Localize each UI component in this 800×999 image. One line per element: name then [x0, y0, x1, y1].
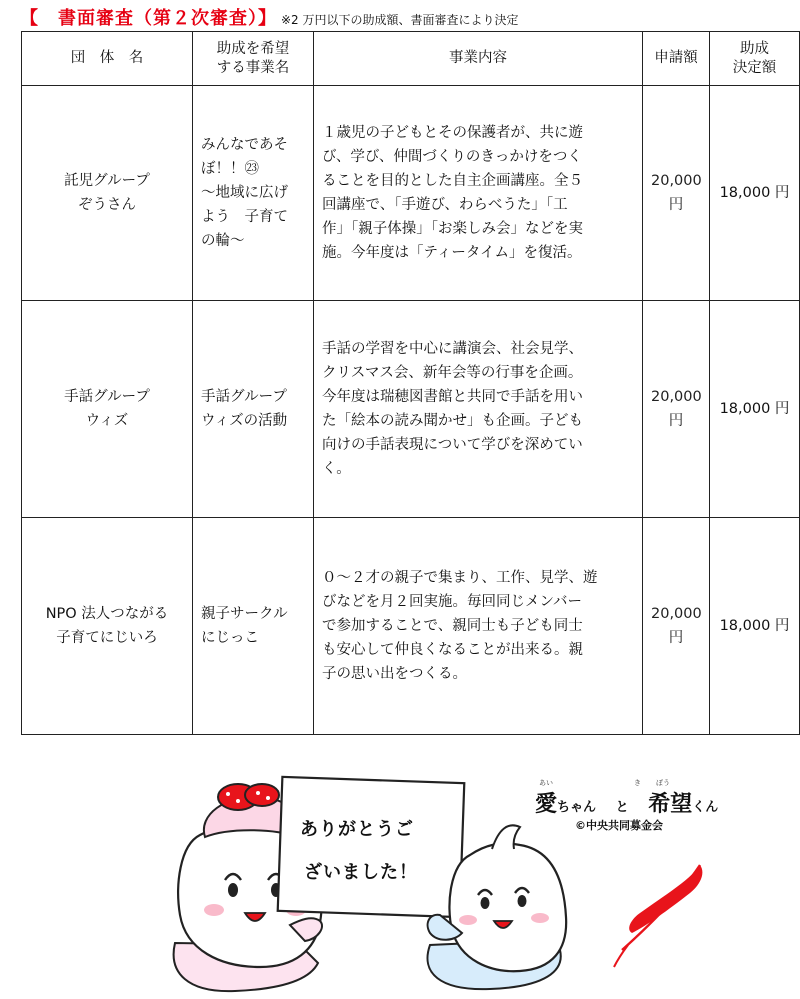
requested-unit: 円: [668, 413, 684, 429]
table-header-row: [22, 32, 800, 86]
header-requested: 申請額: [643, 32, 710, 86]
project-line: にじっこ: [201, 630, 259, 646]
content-line: び、学び、仲間づくりのきっかけをつく: [322, 149, 582, 165]
project-line: の輪～: [201, 233, 245, 249]
requested-cell: [643, 301, 710, 518]
thank-you-sign: [278, 777, 465, 917]
content-line: １歳児の子どもとその保護者が、共に遊: [322, 125, 583, 141]
content-line: で参加することで、親同士も子ども同士: [322, 618, 583, 634]
org-name-line: 手話グループ: [64, 389, 150, 405]
content-line: 作」「親子体操」「お楽しみ会」などを実: [322, 221, 583, 237]
content-line: 今年度は瑞穂図書館と共同で手話を用い: [322, 389, 583, 405]
header-decided: [710, 32, 800, 86]
header-org: 団 体 名: [22, 32, 193, 86]
org-name-line: ぞうさん: [78, 197, 136, 213]
org-cell: [22, 518, 193, 735]
content-line: 子の思い出をつくる。: [322, 666, 467, 682]
header-project-line1: 助成を希望: [216, 40, 290, 57]
requested-cell: [643, 518, 710, 735]
thank-you-illustration: [0, 745, 800, 999]
requested-cell: [643, 86, 710, 301]
decided-cell: 18,000 円: [710, 301, 800, 518]
content-line: 施。今年度は「ティータイム」を復活。: [322, 245, 582, 261]
logo-to: と: [615, 800, 629, 815]
requested-unit: 円: [668, 197, 684, 213]
project-line: ぼ！！㉓: [201, 161, 259, 177]
requested-amount: 20,000: [651, 606, 702, 622]
content-line: 回講座で、「手遊び、わらべうた」「工: [322, 197, 568, 213]
header-decided-line2: 決定額: [732, 59, 777, 76]
content-cell: [314, 518, 643, 735]
logo-ai: 愛: [535, 792, 558, 817]
mascot-logo: [535, 787, 718, 818]
org-cell: [22, 86, 193, 301]
section-heading: [20, 4, 519, 32]
section-title: 【 書面審査（第２次審査）】: [20, 8, 277, 29]
org-name-line: ウィズ: [85, 413, 129, 429]
content-line: クリスマス会、新年会等の行事を企画。: [322, 365, 583, 381]
red-feather-icon: [614, 865, 702, 967]
decided-cell: 18,000 円: [710, 518, 800, 735]
logo-kibou: 希望: [648, 792, 693, 817]
org-name-line: 子育てにじいろ: [56, 630, 158, 646]
header-project-line2: する事業名: [216, 59, 290, 76]
content-line: びなどを月２回実施。毎回同じメンバー: [322, 594, 582, 610]
table-row: [22, 518, 800, 735]
header-content: 事業内容: [314, 32, 643, 86]
project-line: 親子サークル: [201, 606, 288, 622]
logo-chan: ちゃん: [557, 800, 597, 815]
sign-text-line2: ざいました！: [304, 862, 418, 883]
ruby-ki: き: [634, 779, 641, 787]
section-note: ※2 万円以下の助成額、書面審査により決定: [281, 13, 519, 27]
table-row: [22, 301, 800, 518]
project-cell: [193, 301, 314, 518]
content-cell: [314, 86, 643, 301]
requested-amount: 20,000: [651, 389, 702, 405]
project-line: 手話グループ: [201, 389, 287, 405]
requested-unit: 円: [668, 630, 684, 646]
project-cell: [193, 86, 314, 301]
content-line: も安心して仲良くなることが出来る。親: [322, 642, 583, 658]
ruby-bou: ぼう: [656, 779, 670, 787]
logo-kun: くん: [692, 800, 719, 815]
content-line: ることを目的とした自主企画講座。全５: [322, 173, 583, 189]
project-line: みんなであそ: [201, 137, 288, 153]
sign-text-line1: ありがとうご: [300, 819, 414, 840]
content-line: ０～２才の親子で集まり、工作、見学、遊: [322, 570, 598, 586]
org-name-line: 託児グループ: [64, 173, 150, 189]
content-line: く。: [322, 461, 351, 477]
content-line: 向けの手話表現について学びを深めてい: [322, 437, 583, 453]
content-line: 手話の学習を中心に講演会、社会見学、: [322, 341, 583, 357]
table-row: [22, 86, 800, 301]
project-line: ～地域に広げ: [201, 185, 288, 201]
content-line: た「絵本の読み聞かせ」も企画。子ども: [322, 413, 583, 429]
project-cell: [193, 518, 314, 735]
content-cell: [314, 301, 643, 518]
grant-table: [21, 31, 800, 735]
ruby-ai: あい: [539, 779, 553, 787]
header-decided-line1: 助成: [740, 40, 769, 57]
requested-amount: 20,000: [651, 173, 702, 189]
decided-cell: 18,000 円: [710, 86, 800, 301]
org-cell: [22, 301, 193, 518]
org-name-line: NPO 法人つながる: [45, 606, 169, 622]
project-line: よう 子育て: [201, 209, 288, 225]
copyright-text: ©中央共同募金会: [575, 819, 663, 832]
project-line: ウィズの活動: [201, 413, 288, 429]
header-project: [193, 32, 314, 86]
